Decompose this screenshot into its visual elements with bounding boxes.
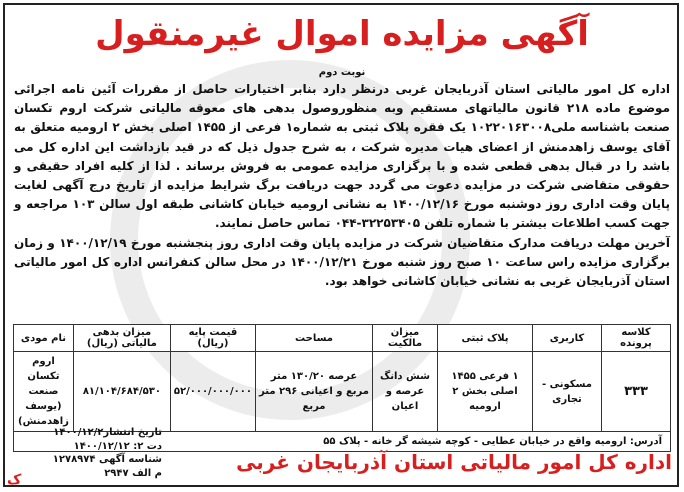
table-cell: اروم تکسان صنعت (یوسف زاهدمنش) [14,352,74,432]
corner-mark: ک [7,472,22,488]
table-cell: ۸۱/۱۰۴/۶۸۴/۵۳۰ [73,352,170,432]
notice-id: شناسه آگهی ۱۲۷۸۹۷۴ [52,454,162,465]
publication-date: تاریخ انتشار۱۴۰۰/۱۲/۲ [53,427,162,438]
table-cell: مسکونی - تجاری [533,352,602,432]
table-header: کلاسه پرونده [602,325,671,352]
publication-second-date: دت ۲: ۱۴۰۰/۱۲/۱۲ [73,440,162,452]
publication-info [12,426,162,480]
table-header: قیمت پایه (ریال) [170,325,255,352]
table-header: پلاک ثبتی [438,325,533,352]
body-paragraph-1: اداره کل امور مالیاتی استان آذربایجان غربی درنظر دارد بنابر اختیارات حاصل از مقررات آئین نامه اجرائی موضوع ماده ۲۱۸ قانون مالیاتهای مستقیم وبه منظوروصول بدهی های معوقه مالیاتی شرکت اروم تکسان صنعت باشناسه ملی۱۰۲۲۰۱۶۳۰۰۸ یک فقره پلاک ثبتی به شماره۱ فرعی از ۱۴۵۵ اصلی بخش ۲ ارومیه متعلق به آقای یوسف زاهدمنش از اعضای هیات مدیره شرکت ، به شرح جدول ذیل که در قید بازداشت این اداره کل می باشد را در قبال بدهی قطعی شده و با برگزاری مزایده عمومی به فروش برساند . لذا از کلیه افراد حقیقی و حقوقی متقاضی شرکت در مزایده دعوت می گردد جهت دریافت برگ شرایط مزایده از تاریخ درج آگهی لغایت پایان وقت اداری روز دوشنبه مورخ ۱۴۰۰/۱۲/۱۶ به نشانی ارومیه خیابان کاشانی طبقه اول سالن ۱۰۳ مراجعه و جهت کسب اطلاعات بیشتر با شماره تلفن ۳۲۲۵۳۴۰۵-۰۴۴ تماس حاصل نمایند. [14,82,670,231]
table-cell: ۱ فرعی ۱۴۵۵ اصلی بخش ۲ ارومیه [438,352,533,432]
table-header: میزان بدهی مالیاتی (ریال) [73,325,170,352]
table-cell: ۳۳۳ [602,352,671,432]
table-cell: ۵۲/۰۰۰/۰۰۰/۰۰۰ [170,352,255,432]
property-address: آدرس: ارومیه واقع در خیابان عطایی - کوچه شیشه گر خانه - پلاک ۵۵ [14,432,671,452]
table-header-row [14,325,671,352]
table-header: نام مودی [14,325,74,352]
table-cell: عرصه ۱۳۰/۲۰ متر مربع و اعیانی ۲۹۶ متر مربع [256,352,373,432]
notice-turn: نوبت دوم [318,67,366,78]
table-row [14,352,671,432]
body-paragraph-2: آخرین مهلت دریافت مدارک متقاضیان شرکت در مزایده پایان وقت اداری روز پنجشنبه مورخ ۱۴۰۰/۱۲/۱۹ و زمان برگزاری مزایده راس ساعت ۱۰ صبح روز شنبه مورخ ۱۴۰۰/۱۲/۲۱ در محل سالن کنفرانس اداره کل امور مالیاتی استان آذربایجان غربی به نشانی خیابان کاشانی خواهد بود. [14,235,670,289]
table-header: کاربری [533,325,602,352]
table-cell: شش دانگ عرصه و اعیان [373,352,438,432]
notice-body [14,80,670,291]
table-header: میزان مالکیت [373,325,438,352]
issuer-name: اداره کل امور مالیاتی استان آذربایجان غربی [236,450,672,474]
notice-code: م الف ۲۹۴۷ [104,467,162,479]
table-header: مساحت [256,325,373,352]
notice-title: آگهی مزایده اموال غیرمنقول [95,14,589,54]
